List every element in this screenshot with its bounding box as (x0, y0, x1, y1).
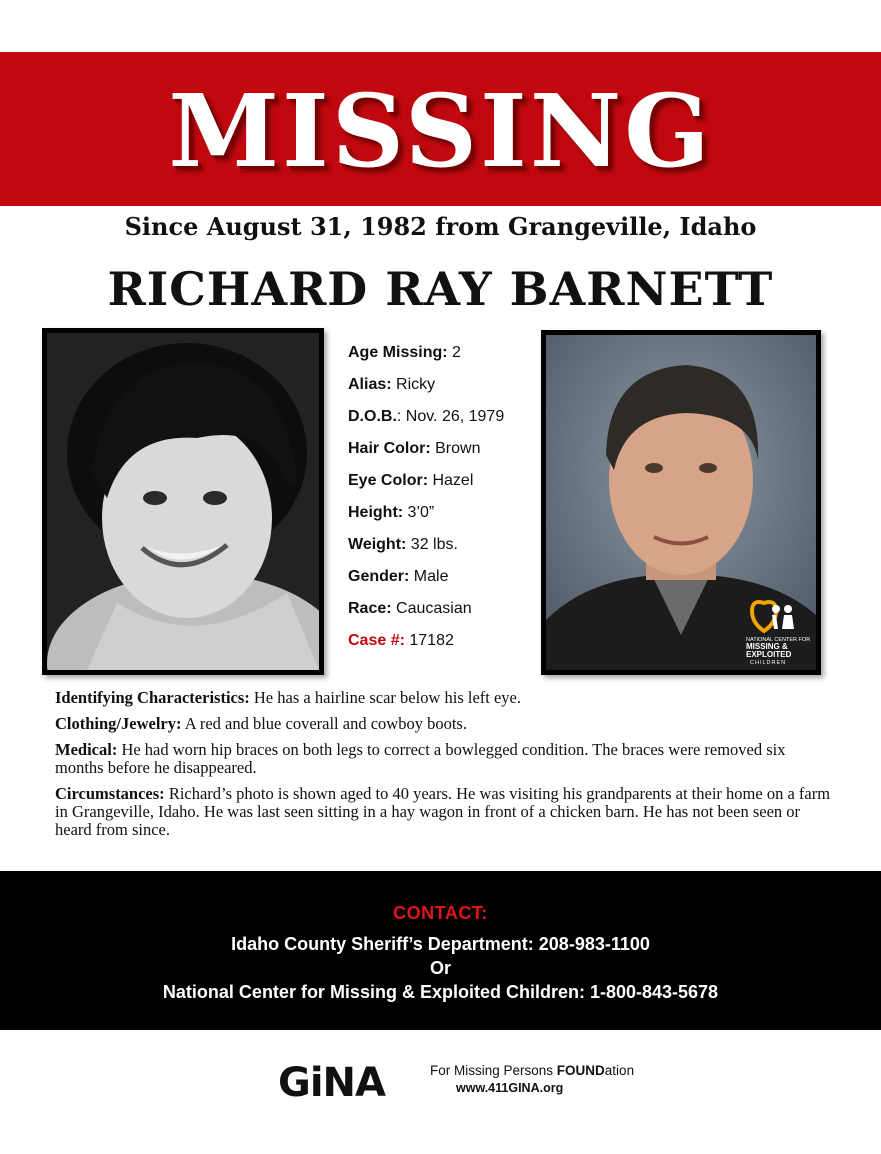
gina-logo-text: GiNA (278, 1060, 385, 1105)
ncmec-logo-line4: CHILDREN (750, 660, 787, 666)
detail-label: Age Missing: (348, 344, 448, 361)
ncmec-logo-line2: MISSING & (746, 642, 788, 651)
foundation-name-bold: FOUND (556, 1063, 605, 1078)
foundation-name (430, 1063, 634, 1078)
contact-sheriff: Idaho County Sheriff’s Department: 208-983-1100 (231, 934, 650, 954)
footer (278, 1055, 638, 1105)
foundation-url[interactable]: www.411GINA.org (456, 1081, 564, 1095)
detail-dob (348, 408, 538, 440)
detail-label: Alias: (348, 376, 392, 393)
clothing-label: Clothing/Jewelry: (55, 714, 182, 733)
detail-label: Eye Color: (348, 472, 429, 489)
medical-text: He had worn hip braces on both legs to correct a bowlegged condition. The braces were removed six months before he disappeared. (55, 740, 786, 777)
missing-since: Since August 31, 1982 from Grangeville, Idaho (124, 212, 757, 241)
medical-label: Medical: (55, 740, 118, 759)
contact-panel (0, 871, 881, 1030)
detail-hair (348, 440, 538, 472)
detail-value: 3’0” (403, 504, 435, 521)
detail-label: Hair Color: (348, 440, 431, 457)
detail-height (348, 504, 538, 536)
detail-value: Caucasian (391, 600, 472, 617)
detail-case (348, 632, 538, 664)
identifying-label: Identifying Characteristics: (55, 688, 250, 707)
contact-or: Or (429, 958, 451, 978)
circumstances (55, 785, 835, 839)
gina-logo (278, 1055, 418, 1105)
detail-value: Hazel (428, 472, 474, 489)
detail-label: D.O.B. (348, 408, 397, 425)
detail-eye (348, 472, 538, 504)
clothing-text: A red and blue coverall and cowboy boots. (181, 714, 467, 733)
ncmec-logo-line1: NATIONAL CENTER FOR (746, 637, 811, 643)
contact-ncmec: National Center for Missing & Exploited Children: 1-800-843-5678 (162, 982, 719, 1002)
detail-label: Gender: (348, 568, 410, 585)
detail-value: Ricky (391, 376, 436, 393)
age-progressed-photo (541, 330, 821, 675)
childhood-photo (42, 328, 324, 675)
case-label: Case #: (348, 632, 405, 649)
identifying-characteristics (55, 689, 835, 707)
contact-title: CONTACT: (393, 903, 488, 923)
childhood-photo-image (47, 333, 319, 670)
ncmec-logo-line3: EXPLOITED (746, 650, 792, 659)
detail-value: Male (409, 568, 449, 585)
identifying-text: He has a hairline scar below his left eye. (249, 688, 521, 707)
age-progressed-photo-image (546, 335, 816, 670)
banner-title: MISSING (168, 72, 713, 190)
detail-weight (348, 536, 538, 568)
foundation-name-prefix: For Missing Persons (430, 1063, 557, 1078)
person-name: RICHARD RAY BARNETT (107, 262, 774, 316)
detail-label: Height: (348, 504, 404, 521)
details-list (348, 344, 538, 664)
clothing-jewelry (55, 715, 835, 733)
circumstances-label: Circumstances: (55, 784, 165, 803)
case-number: 17182 (404, 632, 454, 649)
detail-value: 2 (447, 344, 461, 361)
medical (55, 741, 835, 777)
detail-value: Brown (430, 440, 481, 457)
foundation-name-suffix: ation (604, 1063, 635, 1078)
detail-value: : Nov. 26, 1979 (396, 408, 505, 425)
missing-banner (0, 52, 881, 206)
description-section (55, 689, 835, 847)
detail-label: Race: (348, 600, 392, 617)
circumstances-text: Richard’s photo is shown aged to 40 years. He was visiting his grandparents at their home on a farm in Grangeville, Idaho. He was last seen sitting in a hay wagon in front of a chicken barn. He has not been seen or heard from since. (55, 784, 831, 839)
detail-value: 32 lbs. (406, 536, 458, 553)
detail-race (348, 600, 538, 632)
detail-alias (348, 376, 538, 408)
detail-label: Weight: (348, 536, 407, 553)
detail-age (348, 344, 538, 376)
detail-gender (348, 568, 538, 600)
